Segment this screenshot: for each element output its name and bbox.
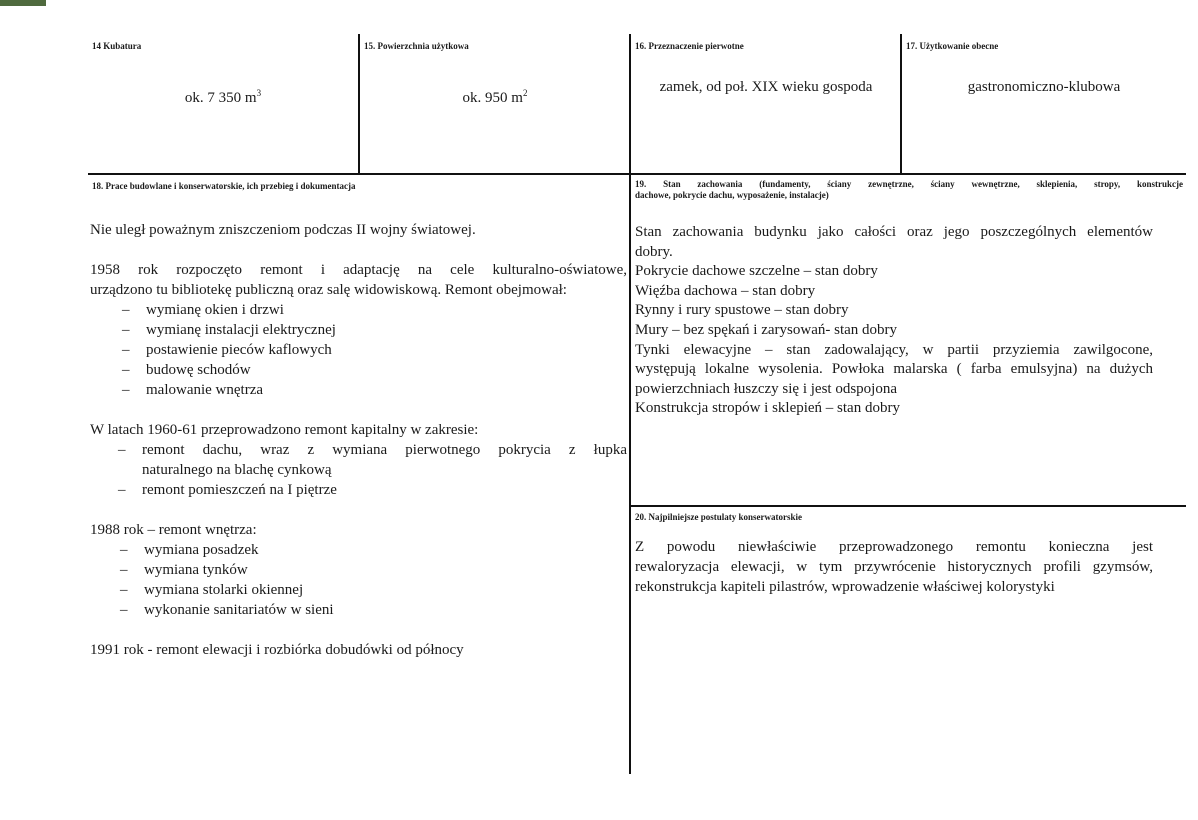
- c16-label: 16. Przeznaczenie pierwotne: [635, 41, 744, 51]
- c14-value-text: ok. 7 350 m: [184, 90, 257, 106]
- vline-c15-left: [358, 34, 360, 174]
- s18-list2-item1-line1: – remont dachu, wraz z wymiana pierwotnego pokrycia z łupka: [142, 442, 627, 458]
- s18-p2-line2: urządzono tu bibliotekę publiczną oraz salę widowiskową. Remont obejmował:: [90, 282, 567, 298]
- s18-list3: [90, 540, 627, 620]
- list-item: – wymianę instalacji elektrycznej: [146, 320, 627, 340]
- c14-label: 14 Kubatura: [92, 41, 142, 51]
- hline-s20-top: [631, 505, 1186, 507]
- s19-line: powierzchniach łuszczy się i jest odspojona: [635, 380, 898, 397]
- c15-value-text: ok. 950 m: [462, 90, 523, 106]
- s19-line: Tynki elewacyjne – stan zadowalający, w partii przyziemia zawilgocone,: [635, 341, 1153, 358]
- s18-list1: [90, 300, 627, 400]
- vline-c17-left: [900, 34, 902, 174]
- s19-line: Pokrycie dachowe szczelne – stan dobry: [635, 263, 878, 280]
- list-item: – wymianę okien i drzwi: [146, 300, 627, 320]
- s18-list2-item1-line2: naturalnego na blachę cynkową: [142, 462, 332, 478]
- s19-line: Mury – bez spękań i zarysowań- stan dobry: [635, 321, 898, 338]
- c16-value: zamek, od poł. XIX wieku gospoda: [659, 79, 873, 95]
- hline-row1-bottom: [88, 173, 1186, 175]
- s20-body: [635, 537, 1153, 597]
- s19-label-line2: dachowe, pokrycie dachu, wyposażenie, instalacje): [635, 190, 829, 200]
- list-item: [142, 440, 627, 480]
- s18-list2: [90, 440, 627, 500]
- s19-line: Konstrukcja stropów i sklepień – stan dobry: [635, 400, 900, 417]
- c14-value-sup: 3: [256, 88, 262, 98]
- list-item: – malowanie wnętrza: [146, 380, 627, 400]
- c14-value: [90, 84, 356, 108]
- c17-label: 17. Użytkowanie obecne: [906, 41, 999, 51]
- s18-label: 18. Prace budowlane i konserwatorskie, ich przebieg i dokumentacja: [92, 181, 356, 191]
- s19-line: Więźba dachowa – stan dobry: [635, 282, 816, 299]
- s20-line: rewaloryzacja elewacji, w tym przywrócenie historycznych profili gzymsów,: [635, 559, 1153, 575]
- c17-value: gastronomiczno-klubowa: [967, 79, 1121, 95]
- s19-body: [635, 223, 1153, 419]
- list-item: – postawienie pieców kaflowych: [146, 340, 627, 360]
- s20-line: Z powodu niewłaściwie przeprowadzonego remontu konieczna jest: [635, 539, 1153, 555]
- vline-c16-left: [629, 34, 631, 774]
- s18-p3: W latach 1960-61 przeprowadzono remont kapitalny w zakresie:: [90, 422, 479, 438]
- s20-line: rekonstrukcja kapiteli pilastrów, wprowadzenie właściwej kolorystyki: [635, 579, 1055, 595]
- s19-label-line1: 19. Stan zachowania (fundamenty, ściany zewnętrzne, ściany wewnętrzne, sklepienia, stropy, konstrukcje: [635, 179, 1183, 189]
- c15-value-sup: 2: [522, 88, 528, 98]
- s19-line: Rynny i rury spustowe – stan dobry: [635, 302, 849, 319]
- s19-line: występują lokalne wysolenia. Powłoka malarska ( farba emulsyjna) na dużych: [635, 361, 1153, 378]
- s18-body: [90, 220, 627, 660]
- list-item: – wymiana stolarki okiennej: [144, 580, 627, 600]
- list-item: – remont pomieszczeń na I piętrze: [142, 480, 627, 500]
- s20-label: 20. Najpilniejsze postulaty konserwatorskie: [635, 512, 802, 522]
- list-item: – budowę schodów: [146, 360, 627, 380]
- s18-p5: 1991 rok - remont elewacji i rozbiórka dobudówki od północy: [90, 642, 464, 658]
- s18-p4: 1988 rok – remont wnętrza:: [90, 522, 257, 538]
- s18-p2-line1: 1958 rok rozpoczęto remont i adaptację na cele kulturalno-oświatowe,: [90, 262, 627, 278]
- s19-line: Stan zachowania budynku jako całości oraz jego poszczególnych elementów: [635, 224, 1153, 240]
- scan-corner-mark: [0, 0, 46, 6]
- list-item: – wymiana tynków: [144, 560, 627, 580]
- s18-p1: Nie uległ poważnym zniszczeniom podczas II wojny światowej.: [90, 222, 476, 238]
- list-item: – wymiana posadzek: [144, 540, 627, 560]
- list-item: – wykonanie sanitariatów w sieni: [144, 600, 627, 620]
- s19-line: dobry.: [635, 243, 673, 260]
- c15-label: 15. Powierzchnia użytkowa: [364, 41, 469, 51]
- s19-label: [635, 179, 1183, 201]
- c15-value: [362, 84, 628, 108]
